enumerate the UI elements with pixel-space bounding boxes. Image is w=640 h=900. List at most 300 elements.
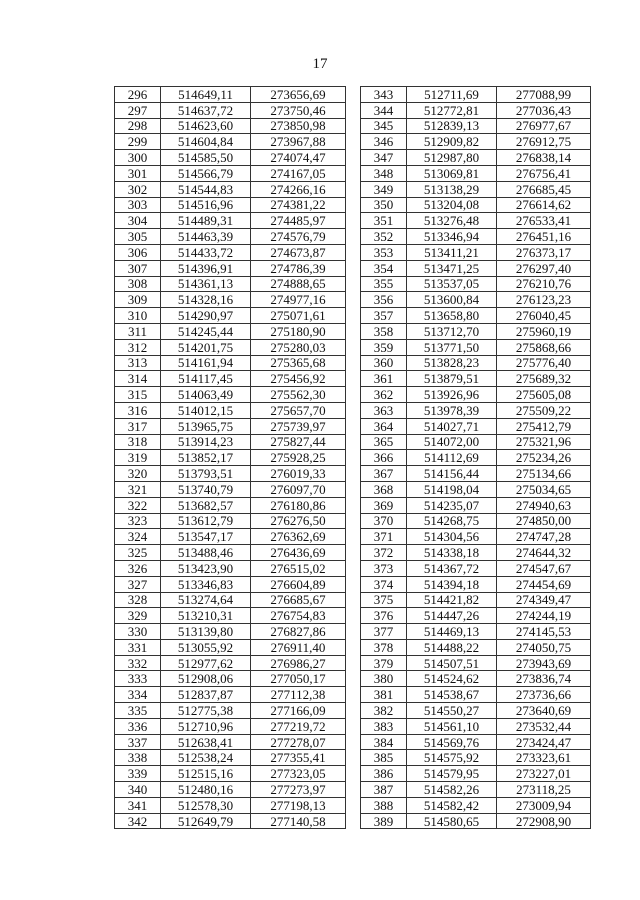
- point-number-cell: 324: [115, 529, 161, 545]
- y-coordinate-cell: 273009,94: [497, 797, 591, 813]
- x-coordinate-cell: 513537,05: [407, 276, 497, 292]
- x-coordinate-cell: 514516,96: [161, 197, 251, 213]
- point-number-cell: 334: [115, 687, 161, 703]
- table-row: [115, 734, 346, 750]
- table-row: [361, 371, 591, 387]
- point-number-cell: 352: [361, 229, 407, 245]
- table-row: [115, 624, 346, 640]
- y-coordinate-cell: 275827,44: [251, 434, 346, 450]
- table-row: [115, 608, 346, 624]
- y-coordinate-cell: 274454,69: [497, 576, 591, 592]
- table-row: [115, 87, 346, 103]
- table-row: [361, 402, 591, 418]
- y-coordinate-cell: 277112,38: [251, 687, 346, 703]
- x-coordinate-cell: 514361,13: [161, 276, 251, 292]
- y-coordinate-cell: 274977,16: [251, 292, 346, 308]
- point-number-cell: 335: [115, 703, 161, 719]
- x-coordinate-cell: 513346,83: [161, 576, 251, 592]
- y-coordinate-cell: 275776,40: [497, 355, 591, 371]
- page-number: 17: [312, 56, 328, 72]
- y-coordinate-cell: 274850,00: [497, 513, 591, 529]
- table-row: [361, 244, 591, 260]
- y-coordinate-cell: 274266,16: [251, 181, 346, 197]
- y-coordinate-cell: 273656,69: [251, 87, 346, 103]
- y-coordinate-cell: 275928,25: [251, 450, 346, 466]
- y-coordinate-cell: 274940,63: [497, 497, 591, 513]
- table-row: [115, 197, 346, 213]
- point-number-cell: 348: [361, 165, 407, 181]
- x-coordinate-cell: 514604,84: [161, 134, 251, 150]
- y-coordinate-cell: 273424,47: [497, 734, 591, 750]
- point-number-cell: 363: [361, 402, 407, 418]
- y-coordinate-cell: 272908,90: [497, 813, 591, 829]
- x-coordinate-cell: 513771,50: [407, 339, 497, 355]
- x-coordinate-cell: 513069,81: [407, 165, 497, 181]
- x-coordinate-cell: 512772,81: [407, 102, 497, 118]
- table-row: [361, 782, 591, 798]
- table-row: [361, 766, 591, 782]
- x-coordinate-cell: 513879,51: [407, 371, 497, 387]
- table-row: [361, 102, 591, 118]
- table-row: [115, 260, 346, 276]
- y-coordinate-cell: 276019,33: [251, 466, 346, 482]
- point-number-cell: 312: [115, 339, 161, 355]
- y-coordinate-cell: 276986,27: [251, 655, 346, 671]
- table-row: [115, 687, 346, 703]
- point-number-cell: 299: [115, 134, 161, 150]
- x-coordinate-cell: 514582,42: [407, 797, 497, 813]
- point-number-cell: 376: [361, 608, 407, 624]
- y-coordinate-cell: 276911,40: [251, 639, 346, 655]
- x-coordinate-cell: 512578,30: [161, 797, 251, 813]
- x-coordinate-cell: 512638,41: [161, 734, 251, 750]
- table-row: [361, 434, 591, 450]
- y-coordinate-cell: 276838,14: [497, 150, 591, 166]
- y-coordinate-cell: 273640,69: [497, 703, 591, 719]
- point-number-cell: 345: [361, 118, 407, 134]
- y-coordinate-cell: 274349,47: [497, 592, 591, 608]
- point-number-cell: 307: [115, 260, 161, 276]
- y-coordinate-cell: 274576,79: [251, 229, 346, 245]
- x-coordinate-cell: 512839,13: [407, 118, 497, 134]
- table-row: [115, 244, 346, 260]
- x-coordinate-cell: 514421,82: [407, 592, 497, 608]
- x-coordinate-cell: 512977,62: [161, 655, 251, 671]
- table-row: [361, 703, 591, 719]
- y-coordinate-cell: 274381,22: [251, 197, 346, 213]
- point-number-cell: 346: [361, 134, 407, 150]
- table-row: [115, 118, 346, 134]
- x-coordinate-cell: 513914,23: [161, 434, 251, 450]
- x-coordinate-cell: 513926,96: [407, 387, 497, 403]
- table-row: [115, 339, 346, 355]
- y-coordinate-cell: 276604,89: [251, 576, 346, 592]
- point-number-cell: 309: [115, 292, 161, 308]
- x-coordinate-cell: 512710,96: [161, 718, 251, 734]
- x-coordinate-cell: 512837,87: [161, 687, 251, 703]
- table-row: [115, 418, 346, 434]
- x-coordinate-cell: 514566,79: [161, 165, 251, 181]
- point-number-cell: 329: [115, 608, 161, 624]
- table-row: [361, 134, 591, 150]
- x-coordinate-cell: 514290,97: [161, 308, 251, 324]
- table-row: [115, 466, 346, 482]
- x-coordinate-cell: 514538,67: [407, 687, 497, 703]
- table-row: [361, 339, 591, 355]
- point-number-cell: 380: [361, 671, 407, 687]
- point-number-cell: 365: [361, 434, 407, 450]
- x-coordinate-cell: 514328,16: [161, 292, 251, 308]
- point-number-cell: 304: [115, 213, 161, 229]
- x-coordinate-cell: 514245,44: [161, 323, 251, 339]
- table-row: [361, 734, 591, 750]
- point-number-cell: 340: [115, 782, 161, 798]
- table-row: [115, 308, 346, 324]
- x-coordinate-cell: 514582,26: [407, 782, 497, 798]
- y-coordinate-cell: 273227,01: [497, 766, 591, 782]
- point-number-cell: 342: [115, 813, 161, 829]
- point-number-cell: 370: [361, 513, 407, 529]
- x-coordinate-cell: 513471,25: [407, 260, 497, 276]
- x-coordinate-cell: 514063,49: [161, 387, 251, 403]
- y-coordinate-cell: 275739,97: [251, 418, 346, 434]
- y-coordinate-cell: 275034,65: [497, 481, 591, 497]
- x-coordinate-cell: 513852,17: [161, 450, 251, 466]
- point-number-cell: 344: [361, 102, 407, 118]
- point-number-cell: 372: [361, 545, 407, 561]
- x-coordinate-cell: 513204,08: [407, 197, 497, 213]
- point-number-cell: 387: [361, 782, 407, 798]
- y-coordinate-cell: 275071,61: [251, 308, 346, 324]
- x-coordinate-cell: 512908,06: [161, 671, 251, 687]
- table-row: [115, 703, 346, 719]
- y-coordinate-cell: 276040,45: [497, 308, 591, 324]
- table-row: [361, 592, 591, 608]
- y-coordinate-cell: 274786,39: [251, 260, 346, 276]
- y-coordinate-cell: 277140,58: [251, 813, 346, 829]
- point-number-cell: 328: [115, 592, 161, 608]
- y-coordinate-cell: 275562,30: [251, 387, 346, 403]
- point-number-cell: 308: [115, 276, 161, 292]
- point-number-cell: 368: [361, 481, 407, 497]
- point-number-cell: 320: [115, 466, 161, 482]
- x-coordinate-cell: 514550,27: [407, 703, 497, 719]
- y-coordinate-cell: 274747,28: [497, 529, 591, 545]
- x-coordinate-cell: 514156,44: [407, 466, 497, 482]
- x-coordinate-cell: 514488,22: [407, 639, 497, 655]
- point-number-cell: 379: [361, 655, 407, 671]
- table-row: [115, 497, 346, 513]
- x-coordinate-cell: 513793,51: [161, 466, 251, 482]
- x-coordinate-cell: 513139,80: [161, 624, 251, 640]
- x-coordinate-cell: 514561,10: [407, 718, 497, 734]
- table-row: [361, 387, 591, 403]
- table-row: [361, 718, 591, 734]
- point-number-cell: 361: [361, 371, 407, 387]
- point-number-cell: 356: [361, 292, 407, 308]
- x-coordinate-cell: 514338,18: [407, 545, 497, 561]
- table-row: [361, 213, 591, 229]
- y-coordinate-cell: 273836,74: [497, 671, 591, 687]
- y-coordinate-cell: 274050,75: [497, 639, 591, 655]
- point-number-cell: 341: [115, 797, 161, 813]
- y-coordinate-cell: 277273,97: [251, 782, 346, 798]
- y-coordinate-cell: 277050,17: [251, 671, 346, 687]
- point-number-cell: 317: [115, 418, 161, 434]
- y-coordinate-cell: 276451,16: [497, 229, 591, 245]
- point-number-cell: 337: [115, 734, 161, 750]
- y-coordinate-cell: 276685,67: [251, 592, 346, 608]
- y-coordinate-cell: 276515,02: [251, 560, 346, 576]
- y-coordinate-cell: 275868,66: [497, 339, 591, 355]
- table-row: [115, 276, 346, 292]
- y-coordinate-cell: 275134,66: [497, 466, 591, 482]
- point-number-cell: 338: [115, 750, 161, 766]
- y-coordinate-cell: 277323,05: [251, 766, 346, 782]
- y-coordinate-cell: 276977,67: [497, 118, 591, 134]
- point-number-cell: 384: [361, 734, 407, 750]
- y-coordinate-cell: 275180,90: [251, 323, 346, 339]
- y-coordinate-cell: 274167,05: [251, 165, 346, 181]
- y-coordinate-cell: 274244,19: [497, 608, 591, 624]
- coordinates-table-right: [360, 86, 591, 829]
- point-number-cell: 314: [115, 371, 161, 387]
- point-number-cell: 378: [361, 639, 407, 655]
- y-coordinate-cell: 277355,41: [251, 750, 346, 766]
- point-number-cell: 330: [115, 624, 161, 640]
- x-coordinate-cell: 513965,75: [161, 418, 251, 434]
- y-coordinate-cell: 275509,22: [497, 402, 591, 418]
- table-row: [115, 292, 346, 308]
- y-coordinate-cell: 276436,69: [251, 545, 346, 561]
- y-coordinate-cell: 276373,17: [497, 244, 591, 260]
- table-row: [361, 513, 591, 529]
- table-row: [115, 655, 346, 671]
- table-row: [115, 213, 346, 229]
- x-coordinate-cell: 514268,75: [407, 513, 497, 529]
- table-row: [115, 718, 346, 734]
- point-number-cell: 298: [115, 118, 161, 134]
- x-coordinate-cell: 514469,13: [407, 624, 497, 640]
- table-row: [115, 782, 346, 798]
- point-number-cell: 354: [361, 260, 407, 276]
- y-coordinate-cell: 276685,45: [497, 181, 591, 197]
- x-coordinate-cell: 512909,82: [407, 134, 497, 150]
- point-number-cell: 388: [361, 797, 407, 813]
- y-coordinate-cell: 274888,65: [251, 276, 346, 292]
- y-coordinate-cell: 273750,46: [251, 102, 346, 118]
- x-coordinate-cell: 513488,46: [161, 545, 251, 561]
- y-coordinate-cell: 277036,43: [497, 102, 591, 118]
- x-coordinate-cell: 514367,72: [407, 560, 497, 576]
- table-row: [115, 434, 346, 450]
- y-coordinate-cell: 274485,97: [251, 213, 346, 229]
- point-number-cell: 389: [361, 813, 407, 829]
- table-row: [361, 545, 591, 561]
- point-number-cell: 374: [361, 576, 407, 592]
- table-row: [115, 387, 346, 403]
- point-number-cell: 371: [361, 529, 407, 545]
- point-number-cell: 305: [115, 229, 161, 245]
- y-coordinate-cell: 276297,40: [497, 260, 591, 276]
- y-coordinate-cell: 277219,72: [251, 718, 346, 734]
- table-row: [115, 639, 346, 655]
- y-coordinate-cell: 276097,70: [251, 481, 346, 497]
- y-coordinate-cell: 276827,86: [251, 624, 346, 640]
- x-coordinate-cell: 513210,31: [161, 608, 251, 624]
- point-number-cell: 369: [361, 497, 407, 513]
- table-row: [115, 181, 346, 197]
- x-coordinate-cell: 513138,29: [407, 181, 497, 197]
- point-number-cell: 306: [115, 244, 161, 260]
- table-row: [361, 797, 591, 813]
- point-number-cell: 332: [115, 655, 161, 671]
- table-row: [115, 797, 346, 813]
- table-row: [115, 513, 346, 529]
- y-coordinate-cell: 276276,50: [251, 513, 346, 529]
- x-coordinate-cell: 514072,00: [407, 434, 497, 450]
- point-number-cell: 316: [115, 402, 161, 418]
- point-number-cell: 331: [115, 639, 161, 655]
- point-number-cell: 357: [361, 308, 407, 324]
- y-coordinate-cell: 275365,68: [251, 355, 346, 371]
- table-row: [115, 529, 346, 545]
- point-number-cell: 349: [361, 181, 407, 197]
- table-row: [361, 655, 591, 671]
- x-coordinate-cell: 514027,71: [407, 418, 497, 434]
- y-coordinate-cell: 275234,26: [497, 450, 591, 466]
- point-number-cell: 359: [361, 339, 407, 355]
- point-number-cell: 355: [361, 276, 407, 292]
- x-coordinate-cell: 514112,69: [407, 450, 497, 466]
- point-number-cell: 350: [361, 197, 407, 213]
- table-row: [115, 102, 346, 118]
- point-number-cell: 302: [115, 181, 161, 197]
- point-number-cell: 383: [361, 718, 407, 734]
- x-coordinate-cell: 514585,50: [161, 150, 251, 166]
- y-coordinate-cell: 275321,96: [497, 434, 591, 450]
- x-coordinate-cell: 514544,83: [161, 181, 251, 197]
- x-coordinate-cell: 513682,57: [161, 497, 251, 513]
- x-coordinate-cell: 514396,91: [161, 260, 251, 276]
- table-row: [361, 87, 591, 103]
- table-row: [361, 750, 591, 766]
- y-coordinate-cell: 276362,69: [251, 529, 346, 545]
- y-coordinate-cell: 276614,62: [497, 197, 591, 213]
- table-row: [361, 813, 591, 829]
- point-number-cell: 339: [115, 766, 161, 782]
- y-coordinate-cell: 274644,32: [497, 545, 591, 561]
- point-number-cell: 381: [361, 687, 407, 703]
- table-row: [115, 592, 346, 608]
- point-number-cell: 343: [361, 87, 407, 103]
- point-number-cell: 296: [115, 87, 161, 103]
- table-row: [115, 450, 346, 466]
- point-number-cell: 364: [361, 418, 407, 434]
- table-row: [361, 229, 591, 245]
- x-coordinate-cell: 513712,70: [407, 323, 497, 339]
- x-coordinate-cell: 513828,23: [407, 355, 497, 371]
- x-coordinate-cell: 514433,72: [161, 244, 251, 260]
- point-number-cell: 297: [115, 102, 161, 118]
- table-row: [361, 560, 591, 576]
- x-coordinate-cell: 513600,84: [407, 292, 497, 308]
- x-coordinate-cell: 512711,69: [407, 87, 497, 103]
- point-number-cell: 366: [361, 450, 407, 466]
- y-coordinate-cell: 275412,79: [497, 418, 591, 434]
- y-coordinate-cell: 277198,13: [251, 797, 346, 813]
- point-number-cell: 373: [361, 560, 407, 576]
- table-row: [361, 292, 591, 308]
- table-row: [115, 766, 346, 782]
- x-coordinate-cell: 514623,60: [161, 118, 251, 134]
- table-row: [115, 545, 346, 561]
- point-number-cell: 313: [115, 355, 161, 371]
- x-coordinate-cell: 513276,48: [407, 213, 497, 229]
- y-coordinate-cell: 273736,66: [497, 687, 591, 703]
- x-coordinate-cell: 514579,95: [407, 766, 497, 782]
- point-number-cell: 325: [115, 545, 161, 561]
- table-row: [115, 134, 346, 150]
- x-coordinate-cell: 513978,39: [407, 402, 497, 418]
- x-coordinate-cell: 513658,80: [407, 308, 497, 324]
- x-coordinate-cell: 514637,72: [161, 102, 251, 118]
- table-row: [115, 229, 346, 245]
- y-coordinate-cell: 275605,08: [497, 387, 591, 403]
- point-number-cell: 321: [115, 481, 161, 497]
- x-coordinate-cell: 514524,62: [407, 671, 497, 687]
- table-row: [361, 118, 591, 134]
- point-number-cell: 336: [115, 718, 161, 734]
- y-coordinate-cell: 273323,61: [497, 750, 591, 766]
- table-row: [115, 576, 346, 592]
- y-coordinate-cell: 273532,44: [497, 718, 591, 734]
- x-coordinate-cell: 513612,79: [161, 513, 251, 529]
- table-row: [115, 560, 346, 576]
- table-row: [115, 371, 346, 387]
- table-row: [115, 750, 346, 766]
- table-row: [361, 481, 591, 497]
- point-number-cell: 303: [115, 197, 161, 213]
- x-coordinate-cell: 514649,11: [161, 87, 251, 103]
- table-row: [361, 418, 591, 434]
- table-row: [361, 497, 591, 513]
- table-row: [361, 165, 591, 181]
- x-coordinate-cell: 514489,31: [161, 213, 251, 229]
- coordinates-table-left: [114, 86, 346, 829]
- x-coordinate-cell: 512538,24: [161, 750, 251, 766]
- x-coordinate-cell: 513423,90: [161, 560, 251, 576]
- table-row: [361, 260, 591, 276]
- x-coordinate-cell: 514575,92: [407, 750, 497, 766]
- x-coordinate-cell: 513547,17: [161, 529, 251, 545]
- table-row: [115, 481, 346, 497]
- point-number-cell: 318: [115, 434, 161, 450]
- x-coordinate-cell: 514447,26: [407, 608, 497, 624]
- x-coordinate-cell: 513411,21: [407, 244, 497, 260]
- x-coordinate-cell: 512775,38: [161, 703, 251, 719]
- y-coordinate-cell: 273943,69: [497, 655, 591, 671]
- y-coordinate-cell: 276912,75: [497, 134, 591, 150]
- table-row: [115, 165, 346, 181]
- x-coordinate-cell: 514161,94: [161, 355, 251, 371]
- table-row: [361, 276, 591, 292]
- point-number-cell: 327: [115, 576, 161, 592]
- table-row: [361, 308, 591, 324]
- table-row: [361, 150, 591, 166]
- point-number-cell: 375: [361, 592, 407, 608]
- table-row: [361, 197, 591, 213]
